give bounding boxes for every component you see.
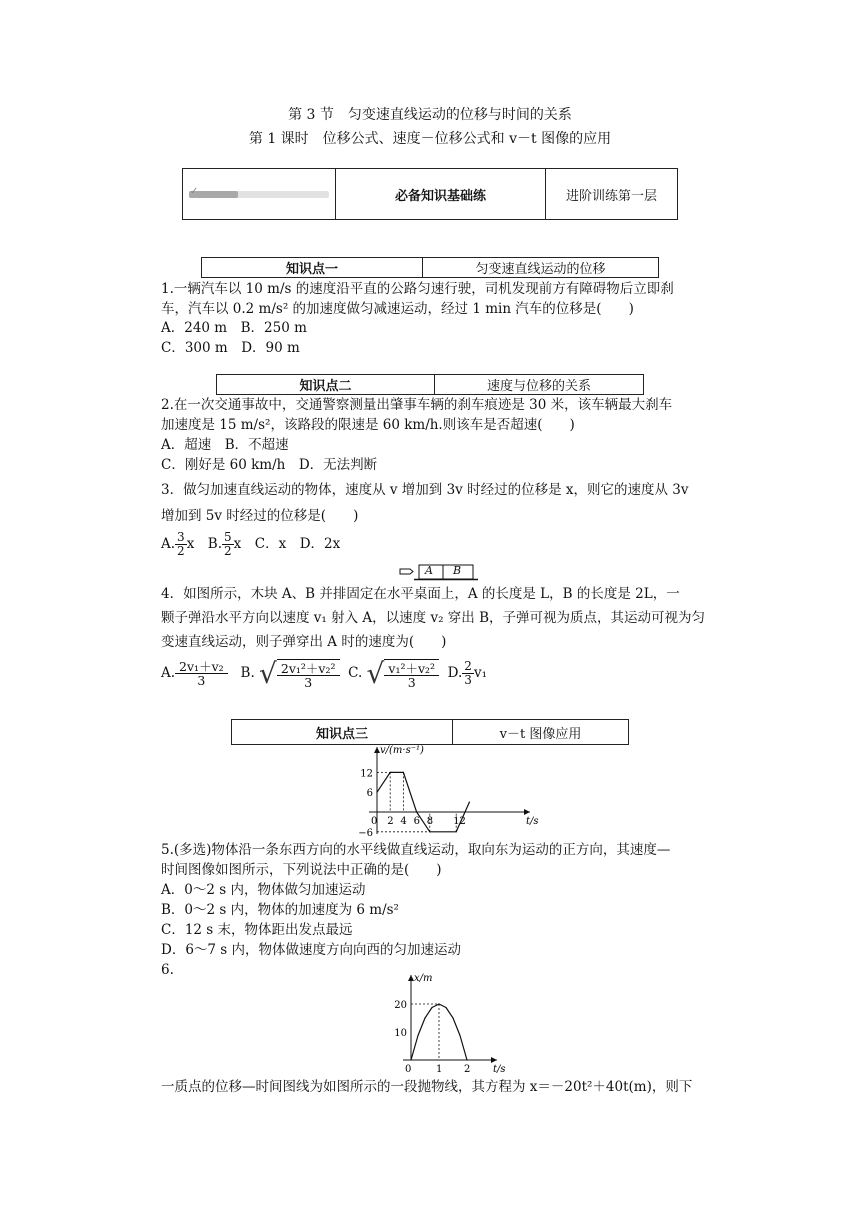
x-tick-label: 8 (426, 816, 434, 827)
q5-option-d: D．6～7 s 内，物体做速度方向向西的匀加速运动 (161, 942, 462, 958)
q3-opt-a-den: 2 (177, 544, 185, 558)
q5-line1: 5.(多选)物体沿一条东西方向的水平线做直线运动，取向东为运动的正方向，其速度— (161, 842, 671, 858)
progress-cell (183, 169, 336, 219)
q3-line1: 3．做匀加速直线运动的物体，速度从 v 增加到 3v 时经过的位移是 x，则它的速度从 3v (161, 482, 689, 498)
q3-opt-b-den: 2 (224, 544, 232, 558)
q5-line2: 时间图像如图所示，下列说法中正确的是( ) (161, 862, 442, 878)
q4-opt-b-label: B. (240, 665, 255, 681)
y-tick-label: −6 (358, 827, 373, 839)
q1-text (161, 279, 731, 319)
velocity-data-point (416, 811, 417, 812)
practice-header (182, 168, 678, 220)
displacement-time-chart (375, 970, 505, 1078)
q4-opt-d-num: 2 (464, 659, 472, 673)
sqrt-icon: √ (259, 657, 277, 690)
q3-opt-b-num: 5 (224, 530, 232, 544)
block-b-label: B (453, 564, 462, 577)
q5-text (161, 840, 731, 880)
kp3-topic: v－t 图像应用 (453, 720, 629, 745)
q2-text (161, 395, 731, 435)
q4-line3: 变速直线运动，则子弹穿出 A 时的速度为( ) (161, 634, 447, 650)
q4-opt-b-fraction (277, 659, 340, 689)
x-axis-arrow-icon (524, 809, 530, 815)
x-axis-label: t/s (526, 816, 539, 827)
x-tick-label: 0 (405, 1064, 412, 1075)
q1-options-ab: A．240 m B．250 m (161, 320, 307, 336)
q3-opt-a-label: A. (161, 536, 176, 552)
q6-line1: 一质点的位移—时间图线为如图所示的一段抛物线，其方程为 x＝－20t²＋40t(m)，则下 (161, 1079, 693, 1095)
q2-options-cd: C．刚好是 60 km/h D．无法判断 (161, 457, 378, 473)
q5-option-b: B．0～2 s 内，物体的加速度为 6 m/s² (161, 902, 399, 918)
q4-opt-d-label: D. (447, 665, 463, 681)
q5-option-a: A．0～2 s 内，物体做匀加速运动 (161, 882, 366, 898)
displacement-data-point (459, 1035, 460, 1036)
q4-opt-b-sqrt (259, 657, 339, 691)
knowledge-point-2 (216, 374, 644, 395)
lesson-title: 第 1 课时 位移公式、速度－位移公式和 v－t 图像的应用 (248, 131, 612, 147)
kp2-topic: 速度与位移的关系 (435, 375, 644, 395)
q4-opt-d-rest: v₁ (473, 665, 487, 681)
q6-number: 6. (161, 962, 174, 978)
q4-line2: 颗子弹沿水平方向以速度 v₁ 射入 A，以速度 v₂ 穿出 B，子弹可视为质点，其运动可视为匀 (161, 610, 705, 626)
q4-opt-a-fraction (175, 660, 228, 687)
bullet-icon (400, 569, 413, 574)
q4-opt-a-den: 3 (197, 673, 206, 688)
q2-options-ab: A．超速 B．不超速 (161, 437, 289, 453)
x-tick-label: 0 (371, 816, 378, 827)
q4-options (161, 656, 487, 691)
blocks-figure-svg (398, 563, 478, 581)
y-axis-label: x/m (414, 973, 433, 984)
q2-line2: 加速度是 15 m/s²，该路段的限速是 60 km/h.则该车是否超速( ) (161, 417, 575, 433)
q2-line1: 2.在一次交通事故中，交通警察测量出肇事车辆的刹车痕迹是 30 米，该车辆最大刹车 (161, 397, 673, 413)
displacement-data-point (445, 1007, 446, 1008)
x-tick-label: 2 (464, 1064, 471, 1075)
velocity-data-point (429, 831, 430, 832)
displacement-data-point (438, 1003, 439, 1004)
q3-opt-a-rest: x B. (186, 536, 223, 552)
displacement-data-point (417, 1035, 418, 1036)
q4-opt-d-den: 3 (464, 673, 472, 687)
kp1-topic: 匀变速直线运动的位移 (423, 258, 659, 278)
y-tick-label: 10 (394, 1028, 407, 1039)
check-icon: ✓ (190, 185, 199, 197)
x-tick-label: 6 (413, 816, 420, 827)
header-middle: 必备知识基础练 (336, 169, 546, 219)
q3-opt-a-fraction (175, 531, 187, 558)
section-title: 第 3 节 匀变速直线运动的位移与时间的关系 (288, 107, 572, 123)
displacement-data-point (466, 1059, 467, 1060)
q4-opt-d-fraction (462, 660, 474, 687)
x-axis-arrow-icon (491, 1057, 497, 1063)
displacement-data-point (452, 1017, 453, 1018)
q4-opt-c-label: C. (348, 665, 363, 681)
velocity-data-point (390, 772, 391, 773)
y-tick-label: 6 (366, 788, 373, 800)
q4-opt-a-num: 2v₁＋v₂ (175, 660, 228, 674)
sqrt-icon: √ (366, 657, 385, 690)
displacement-data-point (424, 1017, 425, 1018)
q3-opt-a-num: 3 (177, 530, 185, 544)
q3-opt-b-fraction (222, 531, 234, 558)
q1-options-cd: C．300 m D．90 m (161, 340, 300, 356)
velocity-data-point (456, 831, 457, 832)
x-axis-label: t/s (493, 1064, 506, 1075)
block-a-label: A (425, 564, 433, 577)
q1-line1: 1.一辆汽车以 10 m/s 的速度沿平直的公路匀速行驶，司机发现前方有障碍物后立即刹 (161, 281, 674, 297)
q5-option-c: C．12 s 末，物体距出发点最远 (161, 922, 353, 938)
q6-text (161, 1077, 731, 1097)
knowledge-point-1 (201, 257, 659, 278)
displacement-data-point (431, 1007, 432, 1008)
x-tick-label: 4 (400, 816, 407, 827)
y-axis-label: v/(m·s⁻¹) (380, 745, 424, 756)
kp3-label: 知识点三 (232, 720, 453, 745)
kp2-label: 知识点二 (217, 375, 435, 395)
q4-opt-c-den: 3 (407, 675, 416, 690)
displacement-data-point (410, 1059, 411, 1060)
q4-opt-c-sqrt (367, 657, 440, 691)
velocity-data-point (403, 772, 404, 773)
header-right: 进阶训练第一层 (565, 188, 657, 204)
x-tick-label: 12 (453, 816, 466, 827)
y-tick-label: 20 (394, 1000, 407, 1011)
y-tick-label: 12 (360, 768, 373, 780)
progress-bar (189, 185, 329, 198)
q4-opt-b-num: 2v₁²＋v₂² (277, 662, 340, 676)
q4-text (161, 584, 731, 652)
x-tick-label: 1 (436, 1064, 443, 1075)
q3-options (161, 530, 340, 558)
x-tick-label: 2 (387, 816, 394, 827)
velocity-data-point (376, 792, 377, 793)
q4-opt-a-label: A. (161, 665, 176, 681)
q4-opt-c-fraction (384, 659, 439, 689)
q1-line2: 车，汽车以 0.2 m/s² 的加速度做匀减速运动，经过 1 min 汽车的位移是( ) (161, 301, 634, 317)
q4-opt-b-den: 3 (304, 675, 313, 690)
q3-text (161, 480, 731, 526)
blocks-figure (398, 563, 478, 581)
q4-opt-c-num: v₁²＋v₂² (384, 662, 439, 676)
velocity-time-chart (345, 742, 539, 839)
q3-line2: 增加到 5v 时经过的位移是( ) (161, 508, 359, 524)
q3-opt-b-rest: x C．x D．2x (233, 536, 341, 552)
q4-line1: 4．如图所示，木块 A、B 并排固定在水平桌面上，A 的长度是 L，B 的长度是 2L，一 (161, 586, 680, 602)
kp1-label: 知识点一 (202, 258, 423, 278)
velocity-data-point (469, 802, 470, 803)
